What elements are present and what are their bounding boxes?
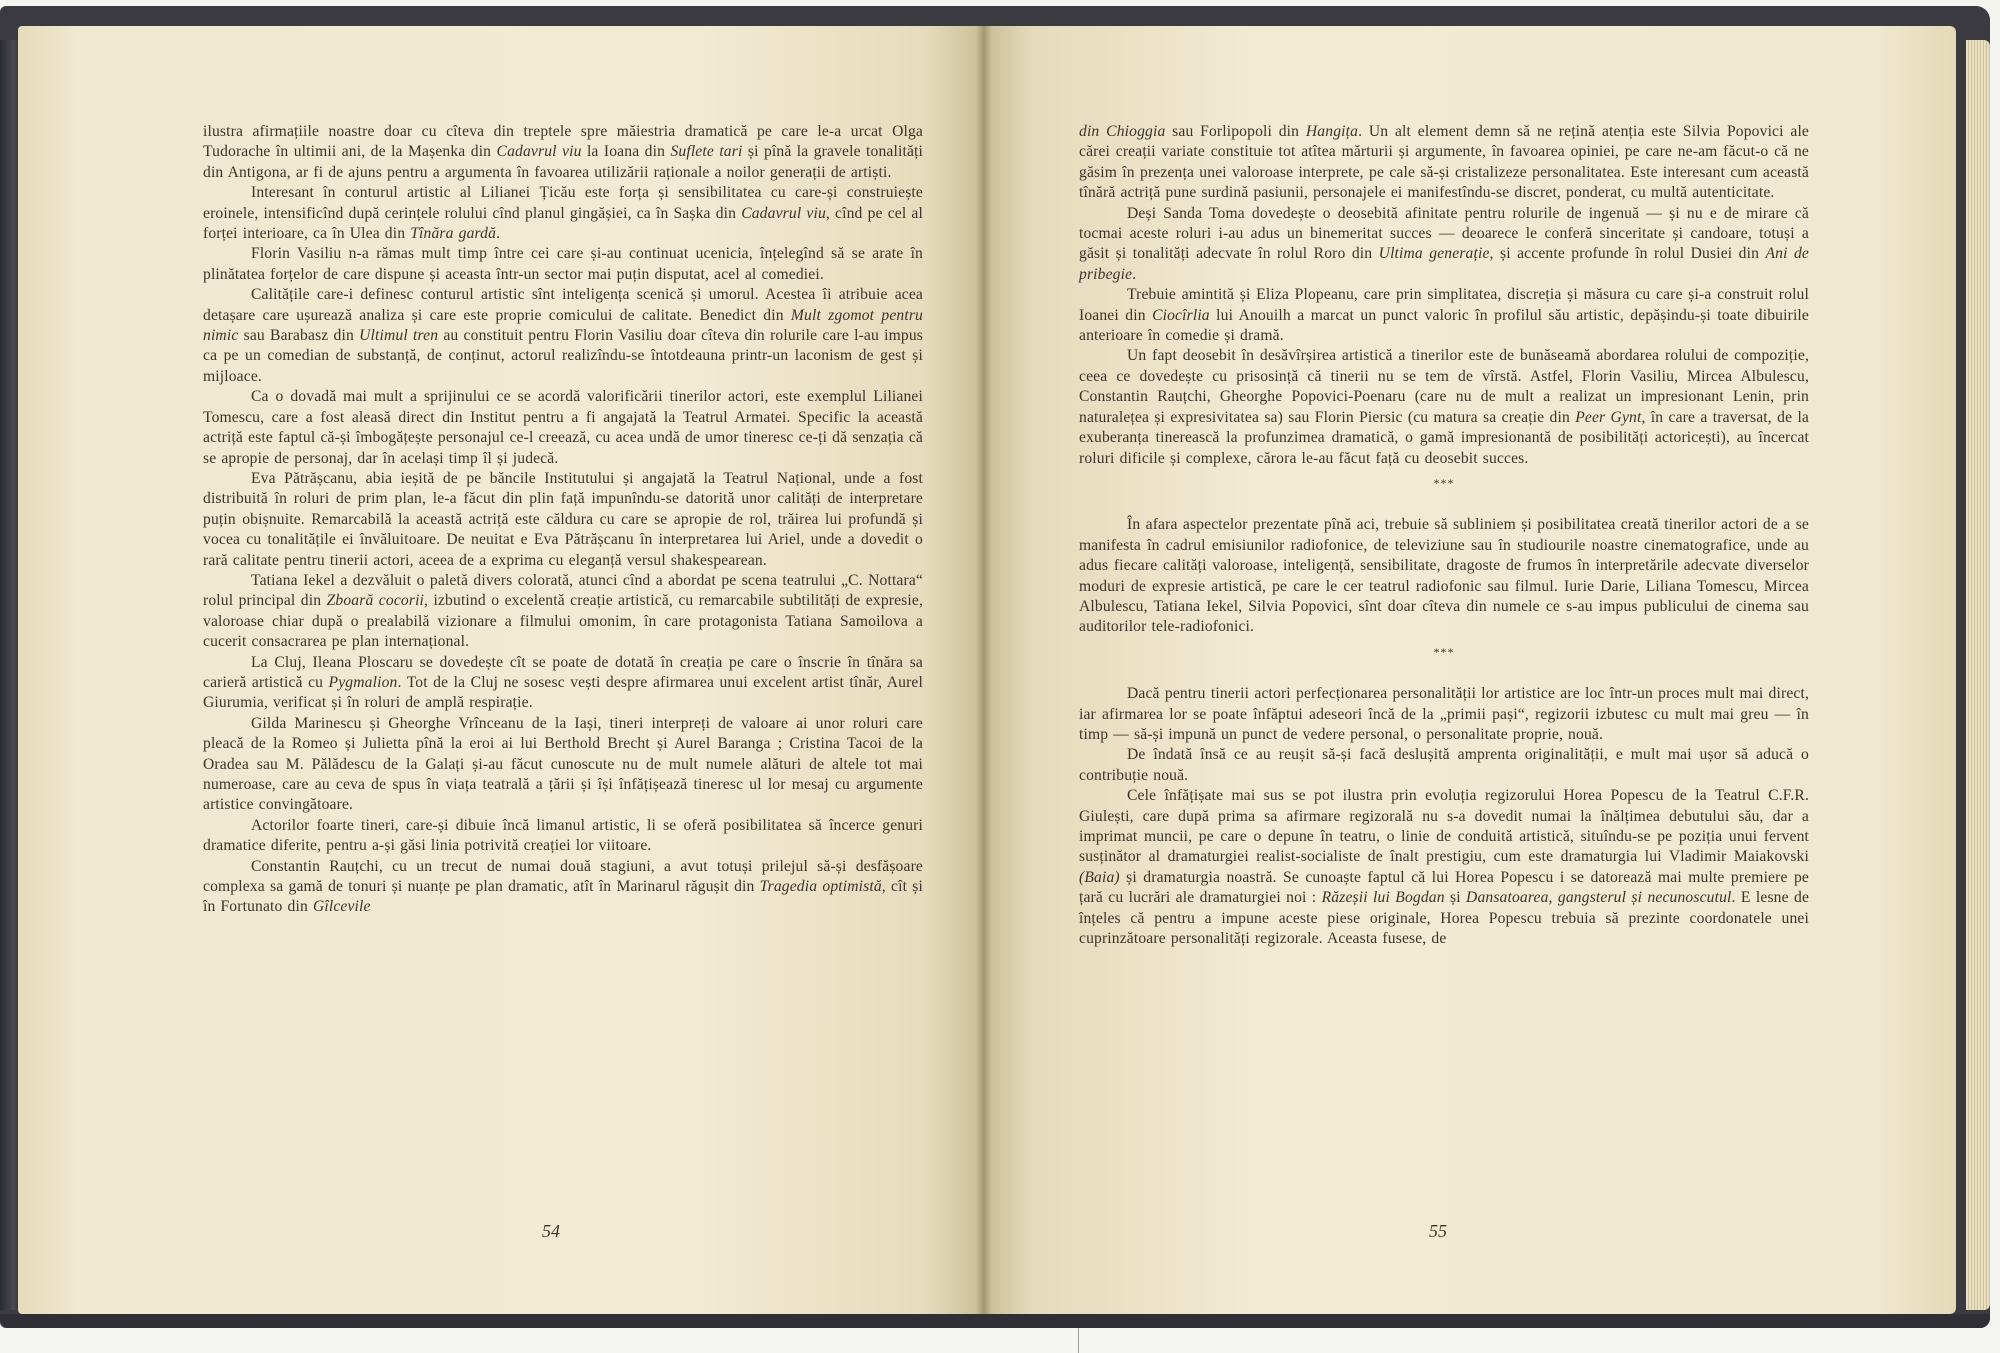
italic-title: Ultima generație xyxy=(1378,245,1490,263)
italic-title: Ultimul tren xyxy=(359,327,439,345)
paragraph xyxy=(203,183,923,244)
text-run: . Un alt element demn să ne rețină atenția este Silvia Popovici ale cărei creații variate constituie tot atîtea mărturii și argumente, în favoarea opiniei, pe care ne-am făcut-o că ne găsim în prezența unei valoroase interprete, pe cale să-și cristalizeze personalitatea. Este interesant cum această tînără actriță pune surdină pasiunii, personajele ei manifestîndu-se discret, ponderat, cu multă autenticitate. xyxy=(1079,123,1809,202)
paragraph xyxy=(1079,515,1809,637)
text-run: și pînă la gravele tonalități din Antigona, ar fi de ajuns pentru a argumenta în favoarea utilizării raționale a noilor generații de artiști. xyxy=(203,143,923,181)
text-run: , cît și în Fortunato din xyxy=(203,878,923,916)
italic-title: Peer Gynt xyxy=(1575,408,1642,426)
paragraph xyxy=(1079,786,1809,949)
text-run: Ca o dovadă mai mult a sprijinului ce se acordă valorificării tinerilor actori, este exemplul Lilianei Tomescu, care a fost aleasă direct din Institut pentru a fi angajată la Teatrul Armatei. Specific la această actriță este faptul că-și îmbogățește personajul ce-l creează, cu acea undă de umor tineresc ce-ți dă senzația că se apropie de personaj, dar în același timp îl și judecă. xyxy=(203,388,923,467)
paragraph xyxy=(1079,684,1809,745)
text-run: , și accente profunde în rolul Dusiei din xyxy=(1489,245,1766,263)
text-run: Deși Sanda Toma dovedește o deosebită afinitate pentru rolurile de ingenuă — și nu e de mirare că tocmai aceste roluri i-au adus un binemeritat succes — deoarece le conferă sinceritate și candoare, totuși a găsit și tonalități adecvate în rolul Roro din xyxy=(1079,204,1809,263)
paragraph xyxy=(1079,285,1809,346)
italic-title: Zboară cocorii xyxy=(326,592,425,610)
right-page xyxy=(984,26,1956,1314)
page-stack-edge xyxy=(1966,40,1990,1310)
text-run: La Cluj, Ileana Ploscaru se dovedește cît se poate de dotată în creația pe care o înscrie în tînăra sa carieră artistică cu xyxy=(203,653,923,691)
paragraph xyxy=(203,857,923,918)
italic-title: (Baia) xyxy=(1079,868,1120,886)
text-run: Constantin Rauțchi, cu un trecut de numai două stagiuni, a avut totuși prilejul să-și desfășoare complexa sa gamă de tonuri și nuanțe pe plan dramatic, atît în Marinarul răgușit din xyxy=(203,857,923,896)
text-run: . xyxy=(1132,265,1137,283)
text-run: . xyxy=(496,225,501,243)
paragraph xyxy=(203,653,923,714)
text-run: Eva Pătrășcanu, abia ieșită de pe băncile Institutului și angajată la Teatrul Național, unde a fost distribuită în roluri de prim plan, le-a făcut din plin față impunîndu-se datorită unor calități de interpretare puțin obișnuite. Remarcabilă la această actriță este căldura cu care se apropie de rol, trăirea lui profundă și vocea cu tonalitățile ei învăluitoare. De neuitat e Eva Pătrășcanu în interpretarea lui Ariel, unde a dovedit o rară calitate pentru tinerii actori, aceea de a exprima cu eleganță versul shakespearean. xyxy=(203,469,923,569)
text-run: , izbutind o excelentă creație artistică, cu remarcabile subtilități de expresie, valoroase chiar după o prealabilă vizionare a filmului omonim, în care protagonista Tatiana Samoilova a cucerit consacrarea pe plan internațional. xyxy=(203,592,923,651)
text-run: Calitățile care-i definesc conturul artistic sînt inteligența scenică și umorul. Acestea îi atribuie acea detașare care ușurează analiza și care este proprie comicului de calitate. Benedict din xyxy=(203,286,923,324)
text-run: , cînd pe cel al forței interioare, ca în Ulea din xyxy=(203,204,923,243)
paragraph xyxy=(203,571,923,653)
italic-title: Cadavrul viu xyxy=(496,143,582,161)
text-run: Un fapt deosebit în desăvîrșirea artistică a tinerilor este de bunăseamă abordarea rolului de compoziție, ceea ce dovedește cu prisosință că tinerii nu se tem de vîrstă. Astfel, Florin Vasiliu, Mircea Albulescu, Constantin Rauțchi, Gheorghe Popovici-Poenaru (care nu de mult a realizat un impresionant Lenin, prin naturalețea și expresivitatea sa) sau Florin Piersic (cu matura sa creație din xyxy=(1079,347,1809,426)
italic-title: Ani de pribegie xyxy=(1079,245,1810,283)
text-run: au constituit pentru Florin Vasiliu doar cîteva din rolurile care l-au impus ca pe un comedian de substanță, de conținut, actorul realizîndu-se întotdeauna printr-un laconism de gest și mijloace. xyxy=(203,327,924,385)
italic-title: Hangița xyxy=(1305,123,1359,140)
paragraph xyxy=(1079,204,1809,286)
italic-title: Tînăra gardă xyxy=(410,225,497,243)
paragraph xyxy=(1079,346,1809,468)
paragraph xyxy=(203,816,923,857)
text-run: sau Forlipopoli din xyxy=(1165,123,1306,140)
text-run: Tatiana Iekel a dezvăluit o paletă divers colorată, atunci cînd a abordat pe scena teatrului „C. Nottara“ rolul principal din xyxy=(203,571,923,610)
left-page-number: 54 xyxy=(542,1221,560,1241)
right-page-number: 55 xyxy=(1429,1221,1447,1241)
paragraph xyxy=(203,244,923,285)
paragraph xyxy=(203,387,923,469)
section-separator: *** xyxy=(1433,644,1455,659)
italic-title: Răzeșii lui Bogdan xyxy=(1321,889,1445,907)
italic-title: Pygmalion xyxy=(328,673,398,691)
italic-title: Dansatoarea, gangsterul și necunoscutul xyxy=(1466,889,1732,907)
book-gutter xyxy=(976,26,992,1314)
text-run: la Ioana din xyxy=(581,143,671,161)
text-run: De îndată însă ce au reușit să-și facă deslușită amprenta originalității, e mult mai ușor să aducă o contribuție nouă. xyxy=(1079,746,1809,784)
text-run: ilustra afirmațiile noastre doar cu cîteva din treptele spre măiestria dramatică pe care le-a urcat Olga Tudorache în ultimii ani, de la Mașenka din xyxy=(203,123,923,161)
right-page-body xyxy=(1079,122,1809,949)
paragraph xyxy=(203,122,923,183)
text-run: Florin Vasiliu n-a rămas mult timp între cei care și-au continuat ucenicia, înțelegînd să se arate în plinătatea forțelor de care dispune și aceasta într-un sector mai puțin disputat, acel al comediei. xyxy=(203,245,923,283)
text-run: , în care a traversat, de la exuberanța tinerească la profunzimea dramatică, o gamă impresionantă de posibilități actoricești), au încercat roluri dificile și complexe, cărora le-au făcut față cu deosebit succes. xyxy=(1079,408,1809,467)
text-run: Gilda Marinescu și Gheorghe Vrînceanu de la Iași, tineri interpreți de valoare ai unor roluri care pleacă de la Romeo și Julietta pînă la eroi ai lui Berthold Brecht și Aurel Baranga ; Cristina Tacoi de la Oradea sau M. Pălădescu de la Galați și-au făcut cunoscute nu de mult numele alături de altele tot mai numeroase, care au ceva de spus în viața teatrală a țării și își înfățișează tineresc ul lor mesaj cu argumente artistice convingătoare. xyxy=(203,714,923,814)
italic-title: Mult zgomot pentru nimic xyxy=(203,306,923,345)
text-run: În afara aspectelor prezentate pînă aci, trebuie să subliniem și posibilitatea creată tinerilor actori de a se manifesta în cadrul emisiunilor radiofonice, de televiziune sau în studiourile noastre cinematografice, unde au adus fiecare calități valoroase, inteligență, sensibilitate, dragoste de frumos în interpretările adecvate diverselor moduri de expresie artistică, pe care le cer teatrul radiofonic sau filmul. Iurie Darie, Liliana Tomescu, Mircea Albulescu, Tatiana Iekel, Silvia Popovici, sînt doar cîteva din numele ce s-au impus publicului de cinema sau auditorilor tele-radiofonici. xyxy=(1079,516,1809,636)
text-run: . Tot de la Cluj ne sosesc vești despre afirmarea unui excelent artist tînăr, Aurel Giurumia, verificat și în roluri de amplă respirație. xyxy=(203,673,923,712)
italic-title: Suflete tari xyxy=(670,143,743,161)
text-run: lui Anouilh a marcat un punct valoric în profilul său artistic, depășindu-și toate dibuirile anterioare în comedie și dramă. xyxy=(1079,306,1809,345)
paragraph xyxy=(203,469,923,571)
text-run: și xyxy=(1444,889,1467,907)
italic-title: din Chioggia xyxy=(1079,123,1166,140)
italic-title: Tragedia optimistă xyxy=(759,878,882,896)
section-separator: *** xyxy=(1433,475,1455,490)
book-bottom-edge xyxy=(0,1314,1990,1328)
italic-title: Cadavrul viu xyxy=(741,204,826,222)
text-run: . E lesne de înțeles că pentru a impune aceste piese originale, Horea Popescu trebuia să prezinte coordonatele unei cuprinzătoare personalități regizorale. Aceasta fusese, de xyxy=(1079,889,1810,948)
scanner-bed-line xyxy=(1078,1328,1079,1353)
italic-title: Ciocîrlia xyxy=(1152,306,1210,324)
text-run: și dramaturgia noastră. Se cunoaște faptul că lui Horea Popescu i se datorează mai multe premiere pe țară cu lucrări ale dramaturgiei noi : xyxy=(1079,868,1809,907)
paragraph xyxy=(1079,745,1809,786)
scanner-bed xyxy=(0,1328,2000,1353)
left-page-body xyxy=(203,122,923,918)
text-run: Interesant în conturul artistic al Lilianei Țicău este forța și sensibilitatea cu care-și construiește eroinele, intensificînd după cerințele rolului cînd planul gingășiei, ca în Sașka din xyxy=(203,184,923,222)
italic-title: Gîlcevile xyxy=(312,898,371,916)
paragraph xyxy=(1079,122,1809,204)
text-run: Trebuie amintită și Eliza Plopeanu, care prin simplitatea, discreția și măsura cu care și-a construit rolul Ioanei din xyxy=(1079,286,1809,324)
paragraph xyxy=(203,285,923,387)
text-run: Actorilor foarte tineri, care-și dibuie încă limanul artistic, li se oferă posibilitatea să încerce genuri dramatice diferite, pentru a-și găsi linia potrivită creației lor viitoare. xyxy=(203,816,923,855)
left-page xyxy=(18,26,984,1314)
text-run: sau Barabasz din xyxy=(238,327,360,345)
text-run: Cele înfățișate mai sus se pot ilustra prin evoluția regizorului Horea Popescu de la Teatrul C.F.R. Giulești, care după prima sa afirmare regizorală nu s-a dovedit numai la înălțimea debutului său, dar a imprimat muncii, pe care o depune în teatru, o linie de conduită artistică, situîndu-se pe poziția unui fervent susținător al dramaturgiei realist-socialiste de înalt prestigiu, cum este dramaturgia lui Vladimir Maiakovski xyxy=(1079,787,1809,866)
paragraph xyxy=(203,714,923,816)
text-run: Dacă pentru tinerii actori perfecționarea personalității lor artistice are loc într-un proces mult mai direct, iar afirmarea lor se poate înfăptui adeseori încă de la „primii pași“, regizorii izbutesc cu mult mai greu — în timp — să-și impună un punct de vedere personal, o personalitate proprie, nouă. xyxy=(1079,685,1809,743)
